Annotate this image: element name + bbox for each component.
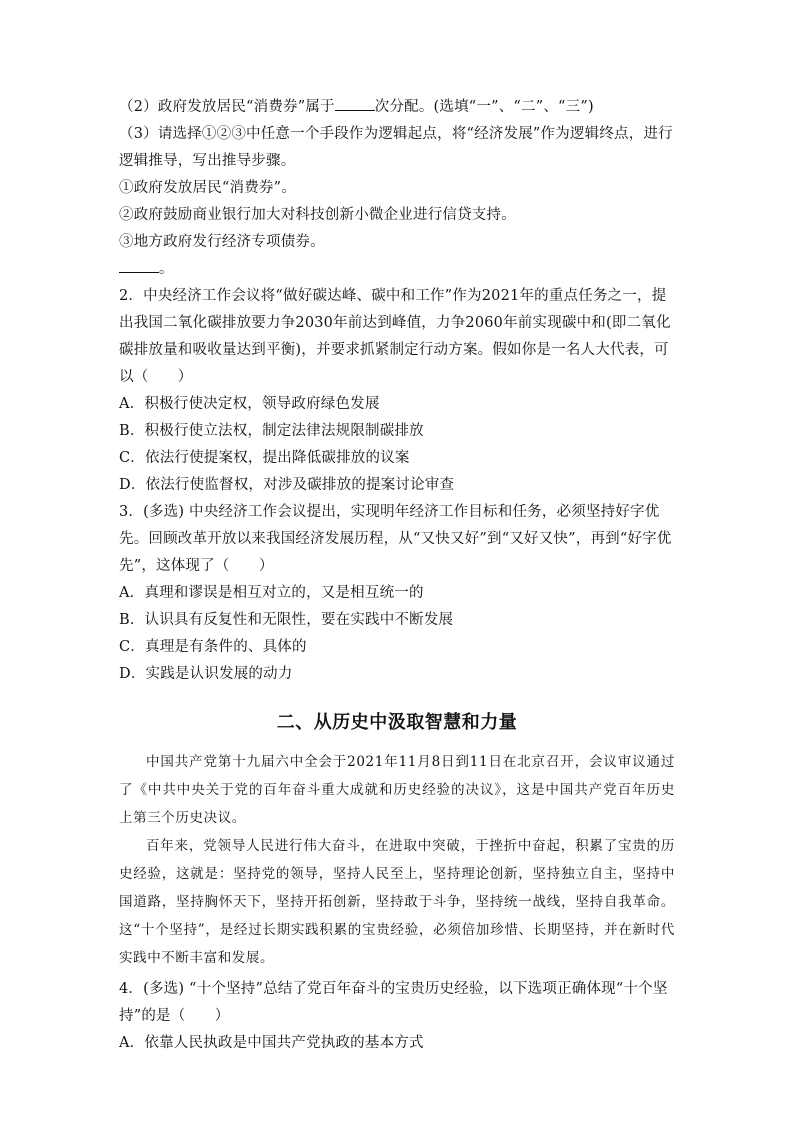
question-2-stem: 2．中央经济工作会议将“做好碳达峰、碳中和工作”作为2021年的重点任务之一，提出我国二氧化碳排放要力争2030年前达到峰值，力争2060年前实现碳中和(即二氧化碳排放量和吸收量达到平衡)，并要求抓紧制定行动方案。假如你是一名人大代表，可以（ ）: [119, 288, 671, 385]
option-3: ③地方政府发行经济专项债券。: [119, 234, 325, 250]
exam-page: [119, 94, 675, 1057]
answer-blank: [119, 258, 159, 273]
question-2-option-a: A．积极行使决定权，领导政府绿色发展: [119, 396, 380, 412]
option-1: ①政府发放居民“消费券”。: [119, 180, 296, 196]
passage-paragraph-1: 中国共产党第十九届六中全会于2021年11月8日到11日在北京召开，会议审议通过了《中共中央关于党的百年奋斗重大成就和历史经验的决议》，这是中国共产党百年历史上第三个历史决议。: [119, 754, 675, 826]
question-1-sub3: （3）请选择①②③中任意一个手段作为逻辑起点，将“经济发展”作为逻辑终点，进行逻辑推导，写出推导步骤。: [119, 126, 673, 169]
answer-blank-line: [119, 256, 675, 283]
question-4-option-a: A．依靠人民执政是中国共产党执政的基本方式: [119, 1035, 424, 1051]
question-4-stem: 4．(多选) “十个坚持”总结了党百年奋斗的宝贵历史经验，以下选项正确体现“十个坚持”的是（ ）: [119, 981, 668, 1024]
passage-paragraph-2: 百年来，党领导人民进行伟大奋斗，在进取中突破，于挫折中奋起，积累了宝贵的历史经验，这就是：坚持党的领导，坚持人民至上，坚持理论创新，坚持独立自主，坚持中国道路，坚持胸怀天下，坚持开拓创新，坚持敢于斗争，坚持统一战线，坚持自我革命。这“十个坚持”，是经过长期实践积累的宝贵经验，必须倍加珍惜、长期坚持，并在新时代实践中不断丰富和发展。: [119, 838, 675, 966]
sub2-text: （2）政府发放居民“消费券”属于: [119, 99, 335, 115]
question-3-stem: 3．(多选) 中央经济工作会议提出，实现明年经济工作目标和任务，必须坚持好字优先。回顾改革开放以来我国经济发展历程，从“又快又好”到“又好又快”，再到“好字优先”，这体现了（ ）: [119, 504, 672, 574]
fill-blank: [335, 96, 375, 111]
question-3-option-d: D．实践是认识发展的动力: [119, 666, 293, 682]
question-1-sub2: [119, 94, 675, 121]
option-2: ②政府鼓励商业银行加大对科技创新小微企业进行信贷支持。: [119, 207, 516, 223]
question-3-option-a: A．真理和谬误是相互对立的，又是相互统一的: [119, 585, 424, 601]
question-3-option-c: C．真理是有条件的、具体的: [119, 639, 307, 655]
sub2-tail: 次分配。(选填“一”、“二”、“三”): [374, 99, 594, 115]
answer-tail: 。: [159, 261, 174, 277]
question-3-option-b: B．认识具有反复性和无限性，要在实践中不断发展: [119, 612, 454, 628]
section-title: 二、从历史中汲取智慧和力量: [276, 712, 518, 733]
question-2-option-b: B．积极行使立法权，制定法律法规限制碳排放: [119, 423, 424, 439]
question-2-option-d: D．依法行使监督权，对涉及碳排放的提案讨论审查: [119, 477, 455, 493]
question-2-option-c: C．依法行使提案权，提出降低碳排放的议案: [119, 450, 410, 466]
